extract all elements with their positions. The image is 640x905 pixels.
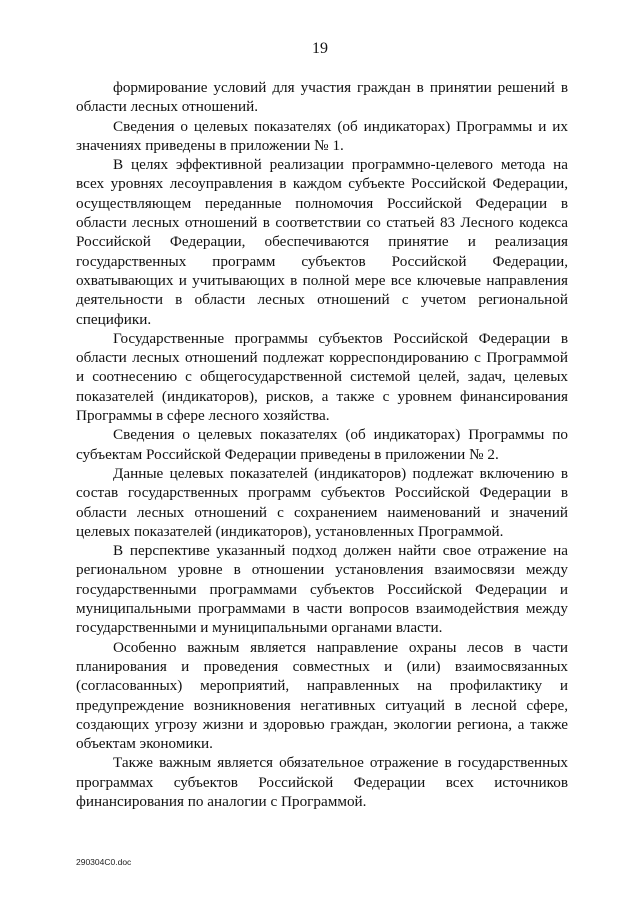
paragraph-continued: формирование условий для участия граждан в принятии решений в области лесных отношений. <box>76 79 568 116</box>
paragraph: В целях эффективной реализации программно-целевого метода на всех уровнях лесоуправления в каждом субъекте Российской Федерации, осуществляющем переданные полномочия Российской Федерации в области лесных отношений в соответствии со статьей 83 Лесного кодекса Российской Федерации, обеспечиваются принятие и реализация государственных программ субъектов Российской Федерации, охватывающих и учитывающих в полной мере все ключевые направления деятельности в области лесных отношений с учетом региональной специфики. <box>76 156 568 328</box>
paragraph: Государственные программы субъектов Российской Федерации в области лесных отношений подлежат корреспондированию с Программой и соотнесению с общегосударственной системой целей, задач, целевых показателей (индикаторов), рисков, а также с уровнем финансирования Программы в сфере лесного хозяйства. <box>76 329 568 425</box>
footer-file-code: 290304С0.doc <box>76 857 132 867</box>
paragraph: Сведения о целевых показателях (об индикаторах) Программы и их значениях приведены в приложении № 1. <box>76 117 568 154</box>
page-number: 19 <box>312 40 328 57</box>
paragraph: Данные целевых показателей (индикаторов) подлежат включению в состав государственных программ субъектов Российской Федерации в области лесных отношений с сохранением наименований и значений целевых показателей (индикаторов), установленных Программой. <box>76 464 568 540</box>
paragraph: Также важным является обязательное отражение в государственных программах субъектов Российской Федерации всех источников финансирования по аналогии с Программой. <box>76 754 568 810</box>
paragraph: Сведения о целевых показателях (об индикаторах) Программы по субъектам Российской Федерации приведены в приложении № 2. <box>76 426 568 463</box>
paragraph: Особенно важным является направление охраны лесов в части планирования и проведения совместных и (или) взаимосвязанных (согласованных) мероприятий, направленных на профилактику и предупреждение возникновения негативных ситуаций в лесной сфере, создающих угрозу жизни и здоровью граждан, экологии региона, а также объектам экономики. <box>76 638 568 753</box>
paragraph: В перспективе указанный подход должен найти свое отражение на региональном уровне в отношении установления взаимосвязи между государственными программами субъектов Российской Федерации и муниципальными программами в части вопросов взаимодействия между государственными и муниципальными органами власти. <box>76 542 568 637</box>
document-body <box>76 78 568 811</box>
